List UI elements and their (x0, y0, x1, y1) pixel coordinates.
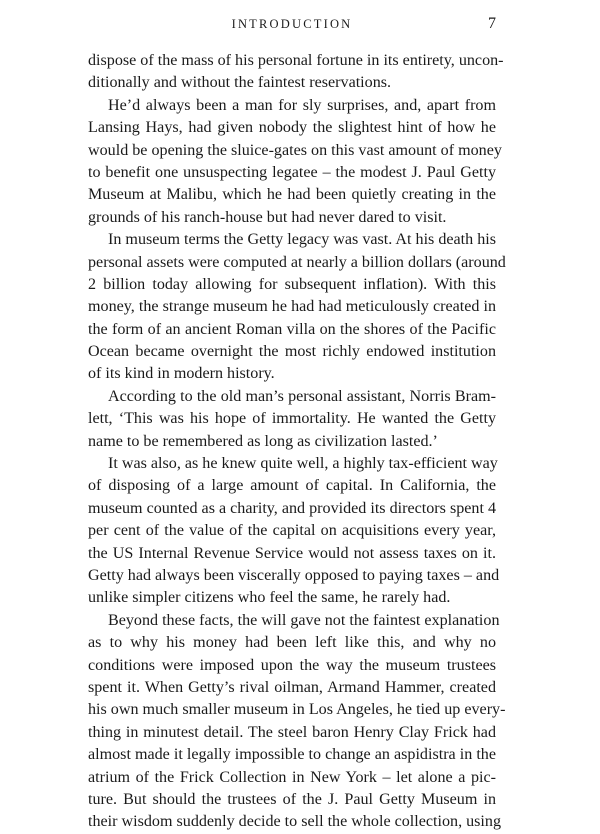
text-line: the form of an ancient Roman villa on the shores of the Pacific (88, 320, 496, 338)
text-line: his own much smaller museum in Los Angeles, he tied up every- (88, 701, 506, 719)
text-line: In museum terms the Getty legacy was vast. At his death his (108, 231, 496, 249)
text-line: Museum at Malibu, which he had been quietly creating in the (88, 186, 496, 204)
text-line: Ocean became overnight the most richly endowed institution (88, 343, 496, 361)
text-line: almost made it legally impossible to change an aspidistra in the (88, 746, 496, 764)
text-line: as to why his money had been left like this, and why no (88, 634, 496, 652)
text-line: According to the old man’s personal assistant, Norris Bram- (108, 387, 496, 405)
text-line: dispose of the mass of his personal fortune in its entirety, uncon- (88, 52, 504, 69)
text-line: lett, ‘This was his hope of immortality. He wanted the Getty (88, 410, 496, 428)
text-line: unlike simpler citizens who feel the same, he rarely had. (88, 589, 451, 607)
text-line: atrium of the Frick Collection in New York – let alone a pic- (88, 768, 496, 786)
paragraph (88, 229, 506, 386)
running-title: INTRODUCTION (231, 17, 353, 31)
text-line: of disposing of a large amount of capital. In California, the (88, 477, 496, 495)
page-number: 7 (488, 15, 496, 32)
text-line: Lansing Hays, had given nobody the slightest hint of how he (88, 119, 496, 137)
text-line: It was also, as he knew quite well, a highly tax-efficient way (108, 455, 498, 473)
body-text (88, 50, 506, 834)
paragraph (88, 453, 500, 610)
paragraph (88, 50, 504, 95)
text-line: thing in minutest detail. The steel baron Henry Clay Frick had (88, 723, 496, 741)
text-line: ditionally and without the faintest reservations. (88, 74, 392, 92)
running-head (88, 14, 496, 34)
text-line: museum counted as a charity, and provided its directors spent 4 (88, 499, 496, 517)
text-line: name to be remembered as long as civilization lasted.’ (88, 432, 438, 450)
text-line: money, the strange museum he had had meticulously created in (88, 298, 496, 316)
text-line: to benefit one unsuspecting legatee – the modest J. Paul Getty (88, 163, 496, 181)
text-line: Getty had always been viscerally opposed to paying taxes – and (88, 566, 500, 584)
text-line: He’d always been a man for sly surprises, and, apart from (108, 96, 496, 114)
text-line: conditions were imposed upon the way the museum trustees (88, 656, 496, 674)
text-line: 2 billion today allowing for subsequent inflation). With this (88, 275, 496, 293)
paragraph (88, 610, 506, 834)
text-line: personal assets were computed at nearly a billion dollars (around (88, 253, 506, 271)
text-line: ture. But should the trustees of the J. Paul Getty Museum in (88, 790, 496, 808)
text-line: spent it. When Getty’s rival oilman, Armand Hammer, created (88, 678, 496, 696)
text-line: would be opening the sluice-gates on this vast amount of money (88, 141, 502, 159)
paragraph (88, 386, 496, 453)
text-line: their wisdom suddenly decide to sell the whole collection, using (88, 813, 501, 831)
text-line: grounds of his ranch-house but had never dared to visit. (88, 208, 447, 226)
text-line: of its kind in modern history. (88, 365, 275, 383)
paragraph (88, 95, 502, 229)
text-line: the US Internal Revenue Service would not assess taxes on it. (88, 544, 496, 562)
text-line: Beyond these facts, the will gave not the faintest explanation (108, 611, 500, 629)
text-line: per cent of the value of the capital on acquisitions every year, (88, 522, 496, 540)
